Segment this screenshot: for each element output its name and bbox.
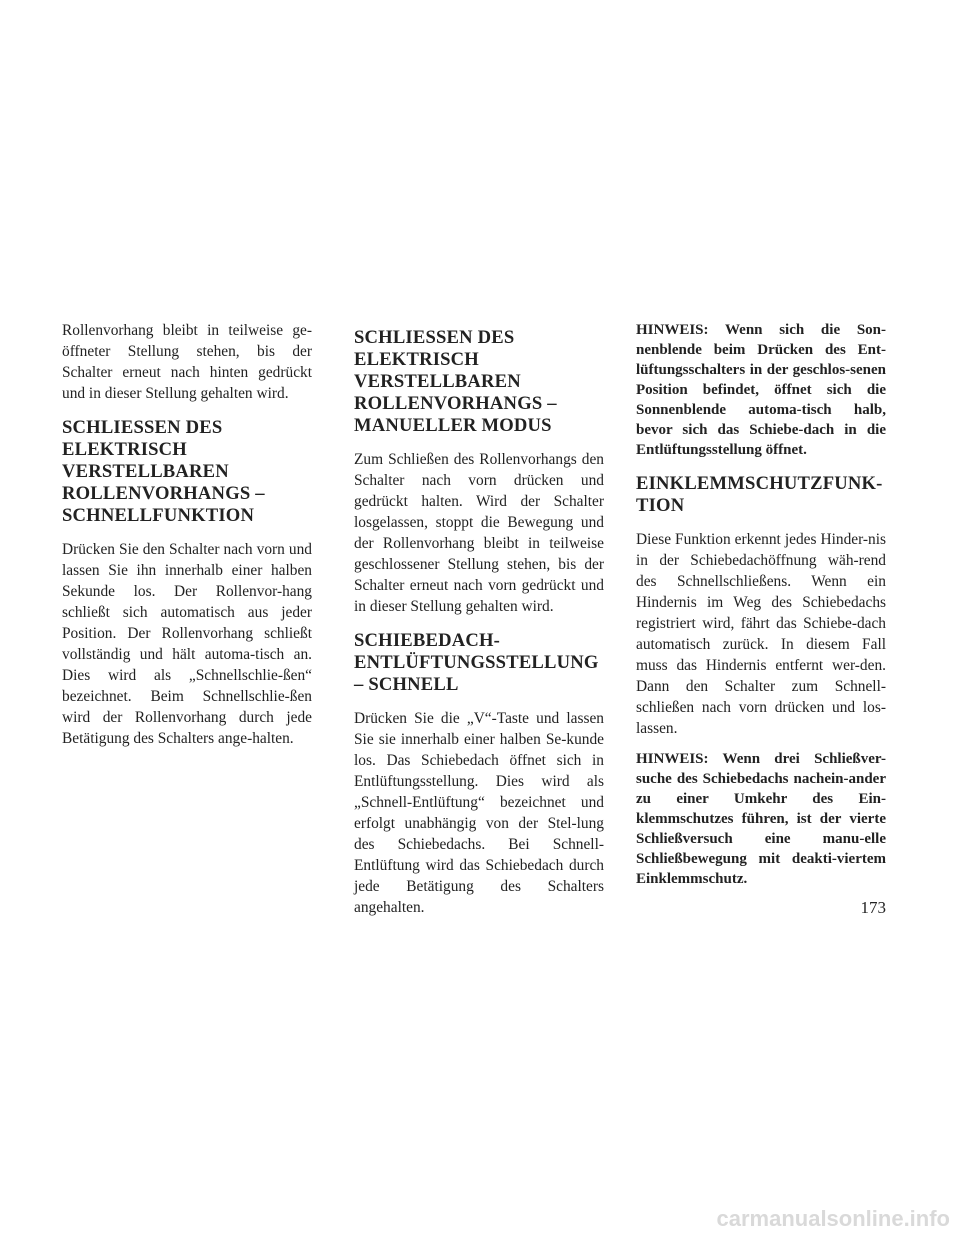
note-label: HINWEIS:	[636, 751, 709, 767]
einklemmschutz-paragraph: Diese Funktion erkennt jedes Hinder-nis in der Schiebedachöffnung wäh-rend des Schnellschließens. Wenn ein Hindernis im Weg des Schiebedachs registriert wird, fährt das Schiebe-dach automatisch zurück. In diesem Fall muss das Hindernis entfernt wer-den. Dann den Schalter zum Schnell-schließen nach vorn drücken und los-lassen.	[636, 531, 886, 737]
section-heading-schnellfunktion: SCHLIESSEN DES ELEKTRISCH VERSTELLBAREN ROLLENVORHANGS – SCHNELLFUNKTION	[62, 417, 265, 526]
section-heading-einklemmschutz: EINKLEMMSCHUTZFUNK-TION	[636, 473, 883, 516]
page-number: 173	[860, 898, 886, 917]
note-sonnenblende	[636, 320, 886, 460]
column-left	[62, 320, 312, 759]
note-label: HINWEIS:	[636, 322, 709, 338]
note-schliessversuche	[636, 749, 886, 889]
note-text: Wenn sich die Son-nenblende beim Drücken des Ent-lüftungsschalters in der geschlos-senen Position befindet, öffnet sich die Sonnenblende automa-tisch halb, bevor sich das Schiebe-dach in die Entlüftungsstellung öffnet.	[636, 322, 886, 458]
entlueftung-paragraph: Drücken Sie die „V“-Taste und lassen Sie sie innerhalb einer halben Se-kunde los. Das Schiebedach öffnet sich in Entlüftungsstellung. Dies wird als „Schnell-Entlüftung“ bezeichnet und erfolgt unabhängig von der Stel-lung des Schiebedachs. Bei Schnell-Entlüftung wird das Schiebedach durch jede Betätigung des Schalters angehalten.	[354, 710, 604, 916]
column-middle	[354, 320, 604, 928]
note-text: Wenn drei Schließver-suche des Schiebedachs nachein-ander zu einer Umkehr des Ein-klemmschutzes führen, ist der vierte Schließversuch eine manu-elle Schließbewegung mit deakti-viertem Einklemmschutz.	[636, 751, 887, 887]
watermark-text: carmanualsonline.info	[716, 1206, 950, 1231]
schnellfunktion-paragraph: Drücken Sie den Schalter nach vorn und lassen Sie ihn innerhalb einer halben Sekunde los. Der Rollenvor-hang schließt sich automatisch aus jeder Position. Der Rollenvorhang schließt vollständig und hält automa-tisch an. Dies wird als „Schnellschlie-ßen“ bezeichnet. Beim Schnellschlie-ßen wird der Rollenvorhang durch jede Betätigung des Schalters ange-halten.	[62, 541, 312, 747]
section-heading-entlueftung: SCHIEBEDACH-ENTLÜFTUNGSSTELLUNG – SCHNELL	[354, 630, 599, 695]
section-heading-manueller-modus: SCHLIESSEN DES ELEKTRISCH VERSTELLBAREN ROLLENVORHANGS – MANUELLER MODUS	[354, 327, 557, 436]
intro-paragraph: Rollenvorhang bleibt in teilweise ge-öffneter Stellung stehen, bis der Schalter erneut nach hinten gedrückt und in dieser Stellung gehalten wird.	[62, 322, 312, 402]
column-right	[636, 320, 886, 899]
manueller-modus-paragraph: Zum Schließen des Rollenvorhangs den Schalter nach vorn drücken und gedrückt halten. Wird der Schalter losgelassen, stoppt die Bewegung und der Rollenvorhang bleibt in teilweise geschlossener Stellung stehen, bis der Schalter erneut nach vorn gedrückt und in dieser Stellung gehalten wird.	[354, 451, 604, 615]
